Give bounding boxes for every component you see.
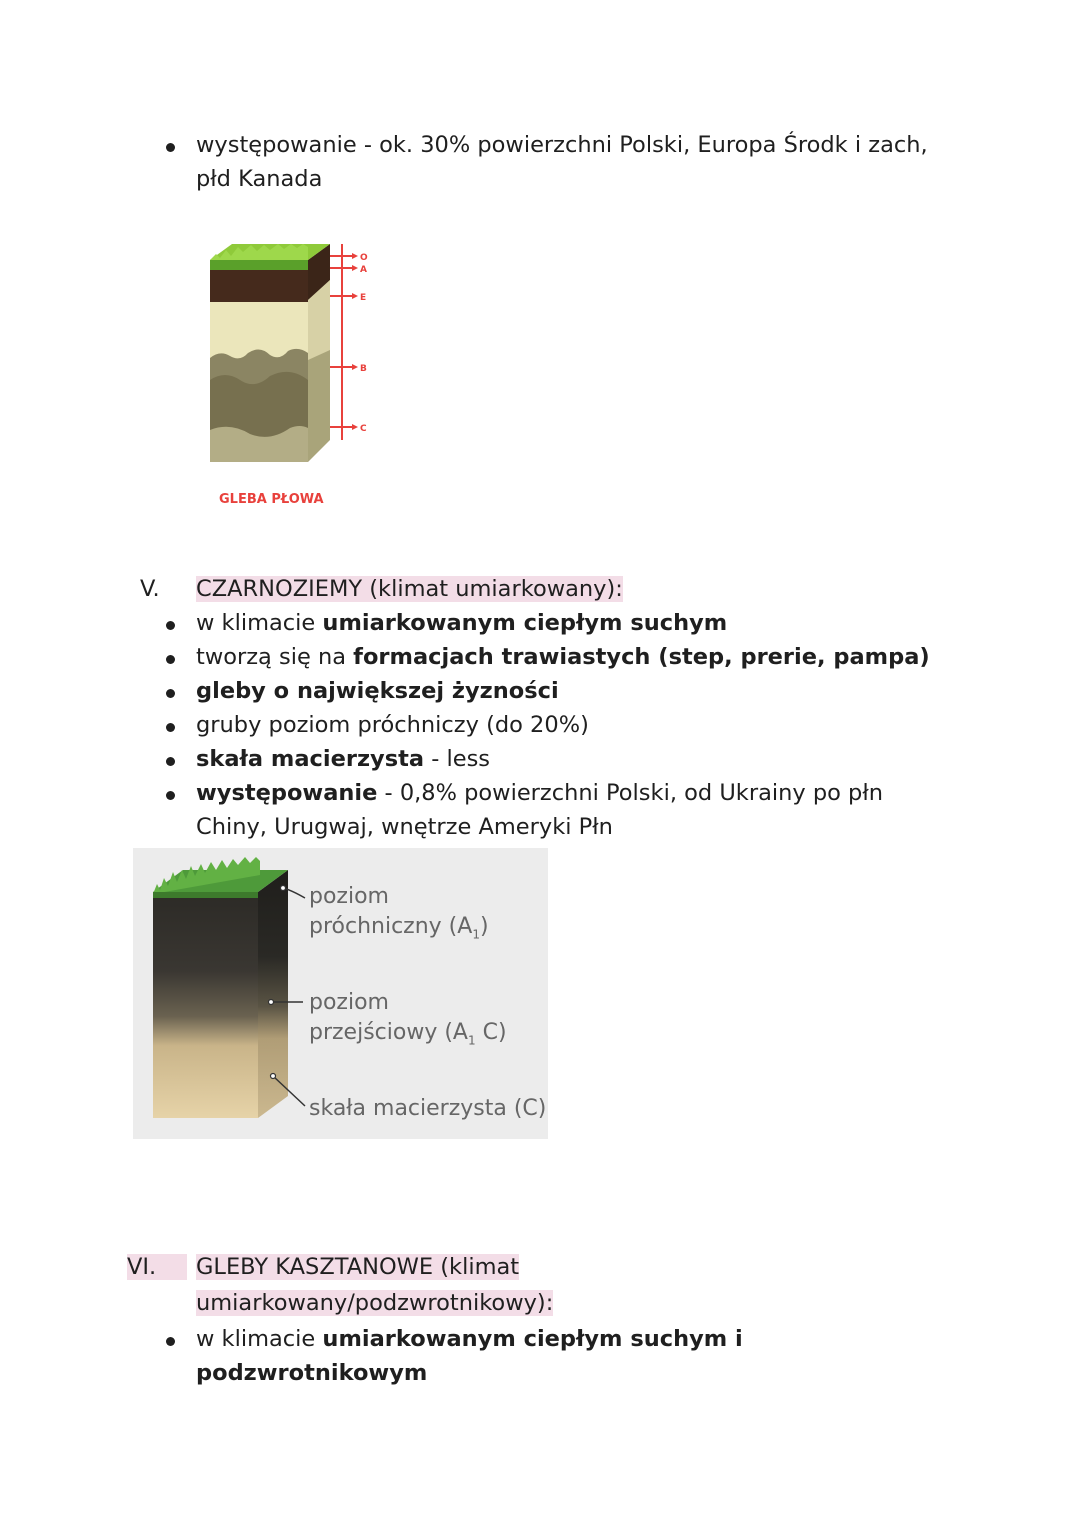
bullet: [166, 723, 175, 732]
bullet: [166, 143, 175, 152]
soil-profile-figure-luvisol: [190, 230, 390, 520]
figure-caption: GLEBA PŁOWA: [219, 492, 324, 507]
horizon-label-o: O: [360, 253, 368, 263]
bullet-text: w klimacie umiarkowanym ciepłym suchym: [196, 610, 728, 636]
section-numeral: V.: [140, 576, 160, 602]
bullet-text-continuation: Chiny, Urugwaj, wnętrze Ameryki Płn: [196, 814, 613, 840]
bullet: [166, 655, 175, 664]
section-heading: CZARNOZIEMY (klimat umiarkowany):: [196, 576, 623, 602]
occurrence-line-2: płd Kanada: [196, 166, 323, 192]
soil-profile-figure-chernozem: [133, 848, 548, 1139]
bullet-text-continuation: podzwrotnikowym: [196, 1360, 428, 1386]
bullet-text: skała macierzysta - less: [196, 746, 491, 772]
bullet: [166, 1337, 175, 1346]
bullet: [166, 689, 175, 698]
bullet: [166, 757, 175, 766]
label-humus-horizon: poziom próchniczny $(A_1)$: [309, 884, 489, 942]
horizon-label-c: C: [360, 424, 367, 434]
occurrence-line-1: występowanie - ok. 30% powierzchni Polski, Europa Środk i zach,: [196, 132, 928, 158]
section-heading: GLEBY KASZTANOWE (klimat: [196, 1254, 520, 1280]
bullet: [166, 791, 175, 800]
horizon-label-a: A: [360, 265, 367, 275]
bullet-text: tworzą się na formacjach trawiastych (step, prerie, pampa): [196, 644, 930, 670]
bullet-text: gleby o największej żyzności: [196, 678, 559, 704]
bullet-text: gruby poziom próchniczy (do 20%): [196, 712, 589, 738]
horizon-label-b: B: [360, 364, 367, 374]
label-transition-horizon: poziom przejściowy ($A_1$ C): [309, 990, 507, 1048]
section-numeral: VI.: [127, 1250, 187, 1284]
bullet-text: występowanie - 0,8% powierzchni Polski, od Ukrainy po płn: [196, 780, 883, 806]
soil-profile-illustration: [190, 230, 390, 520]
label-parent-rock: skała macierzysta (C): [309, 1096, 547, 1121]
bullet-text: w klimacie umiarkowanym ciepłym suchym i: [196, 1326, 743, 1352]
bullet: [166, 621, 175, 630]
horizon-label-e: E: [360, 293, 367, 303]
section-heading-continuation: umiarkowany/podzwrotnikowy):: [196, 1290, 554, 1316]
